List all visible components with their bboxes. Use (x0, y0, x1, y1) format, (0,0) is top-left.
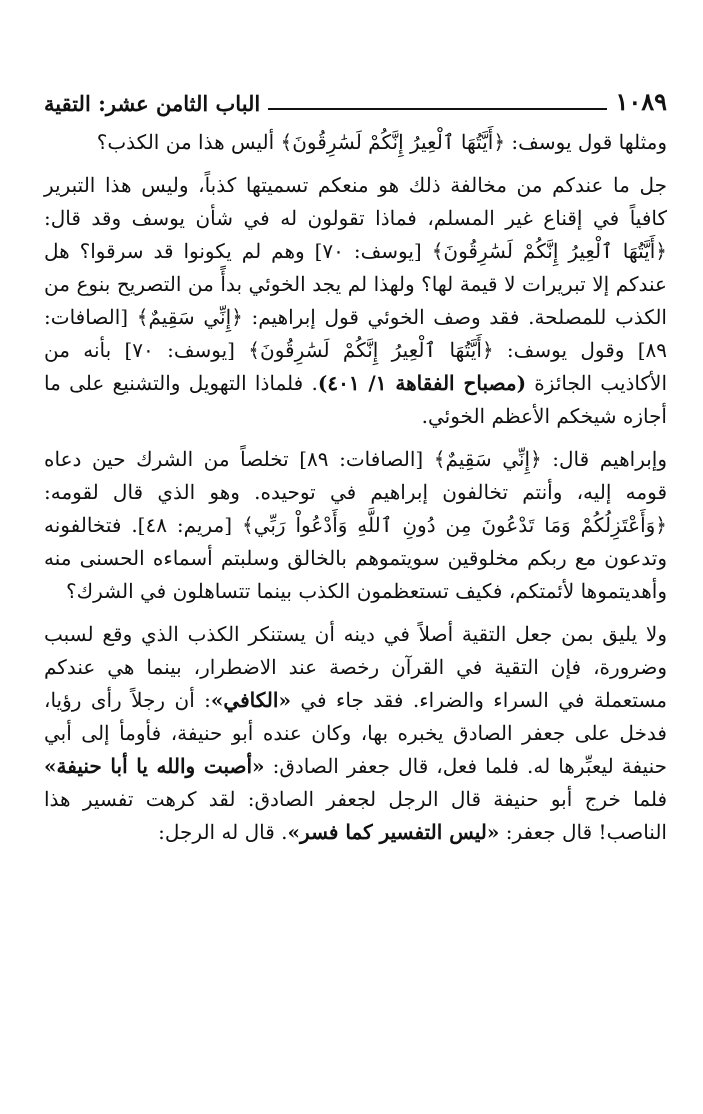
text-run: [مريم: ٤٨]. فتخالفونه وتدعون مع ربكم مخلوقين سويتموهم بالخالق وسلبتم أسماءه الحسنى منه وأهديتموها لأئمتكم، فكيف تستعظمون الكذب بينما تتساهلون في الشرك؟ (44, 513, 667, 603)
text-run: . فلماذا التهويل والتشنيع على ما أجازه شيخكم الأعظم الخوئي. (44, 371, 667, 428)
quran-quote: ﴿أَيَّتُهَا ٱلْعِيرُ إِنَّكُمْ لَسَٰرِقُونَ﴾ (248, 338, 494, 362)
quran-quote: ﴿إِنِّي سَقِيمٌ﴾ (433, 447, 542, 471)
quoted-speech: «ليس التفسير كما فسر» (287, 820, 500, 844)
text-run: أليس هذا من الكذب؟ (96, 130, 281, 154)
text-run: فلما خرج أبو حنيفة قال الرجل لجعفر الصادق: لقد كرهت تفسير هذا الناصب! قال جعفر: (44, 787, 667, 844)
text-run: [الصافات: ٨٩] وقول يوسف: (44, 305, 667, 362)
quran-quote: ﴿إِنِّي سَقِيمٌ﴾ (136, 305, 243, 329)
source-title: «الكافي» (210, 688, 291, 712)
paragraph-2 (44, 169, 667, 433)
paragraph-1 (44, 126, 667, 159)
text-run: ولا يليق بمن جعل التقية أصلاً في دينه أن يستنكر الكذب الذي وقع لسبب وضرورة، فإن التقية في القرآن رخصة عند الاضطرار، بينما هي عندكم مستعملة في السراء والضراء. فقد جاء في (44, 622, 668, 712)
text-run: : أن رجلاً رأى رؤيا، فدخل على جعفر الصادق يخبره بها، وكان عنده أبو حنيفة، فأومأ إلى أبي حنيفة ليعبِّرها له. فلما فعل، قال جعفر الصادق: (44, 688, 667, 778)
running-head: الباب الثامن عشر: التقية (44, 91, 261, 116)
paragraph-4 (44, 618, 667, 849)
text-run: [الصافات: ٨٩] تخلصاً من الشرك حين دعاه قومه إليه، وأنتم تخالفون إبراهيم في توحيده. وهو الذي قال لقومه: (44, 447, 667, 504)
text-run: [يوسف: ٧٠] بأنه من الأكاذيب الجائزة (44, 338, 667, 395)
page-header (44, 82, 667, 116)
text-run: . قال له الرجل: (158, 820, 288, 844)
quoted-speech: «أصبت والله يا أبا حنيفة» (44, 754, 265, 778)
quran-quote: ﴿أَيَّتُهَا ٱلْعِيرُ إِنَّكُمْ لَسَٰرِقُونَ﴾ (431, 239, 667, 263)
header-rule (268, 108, 607, 110)
text-run: وإبراهيم قال: (541, 447, 668, 471)
text-run: [يوسف: ٧٠] وهم لم يكونوا قد سرقوا؟ هل عندكم إلا تبريرات لا قيمة لها؟ ولهذا لم يجد الخوئي بدأً من التصريح بنوع من الكذب للمصلحة. فقد وصف الخوئي قول إبراهيم: (44, 239, 667, 329)
text-run: ومثلها قول يوسف: (505, 130, 667, 154)
quran-quote: ﴿أَيَّتُهَا ٱلْعِيرُ إِنَّكُمْ لَسَٰرِقُونَ﴾ (280, 130, 506, 154)
source-citation: (مصباح الفقاهة ١/ ٤٠١) (317, 371, 527, 395)
page-number: ١٠٨٩ (615, 87, 667, 116)
text-run: جل ما عندكم من مخالفة ذلك هو منعكم تسميتها كذباً، وليس هذا التبرير كافياً في إقناع غير المسلم، فماذا تقولون له في شأن يوسف وقد قال: (44, 173, 667, 230)
quran-quote: ﴿وَأَعْتَزِلُكُمْ وَمَا تَدْعُونَ مِن دُونِ ٱللَّهِ وَأَدْعُواْ رَبِّي﴾ (241, 513, 667, 537)
paragraph-3 (44, 443, 667, 608)
body-text (44, 126, 667, 849)
